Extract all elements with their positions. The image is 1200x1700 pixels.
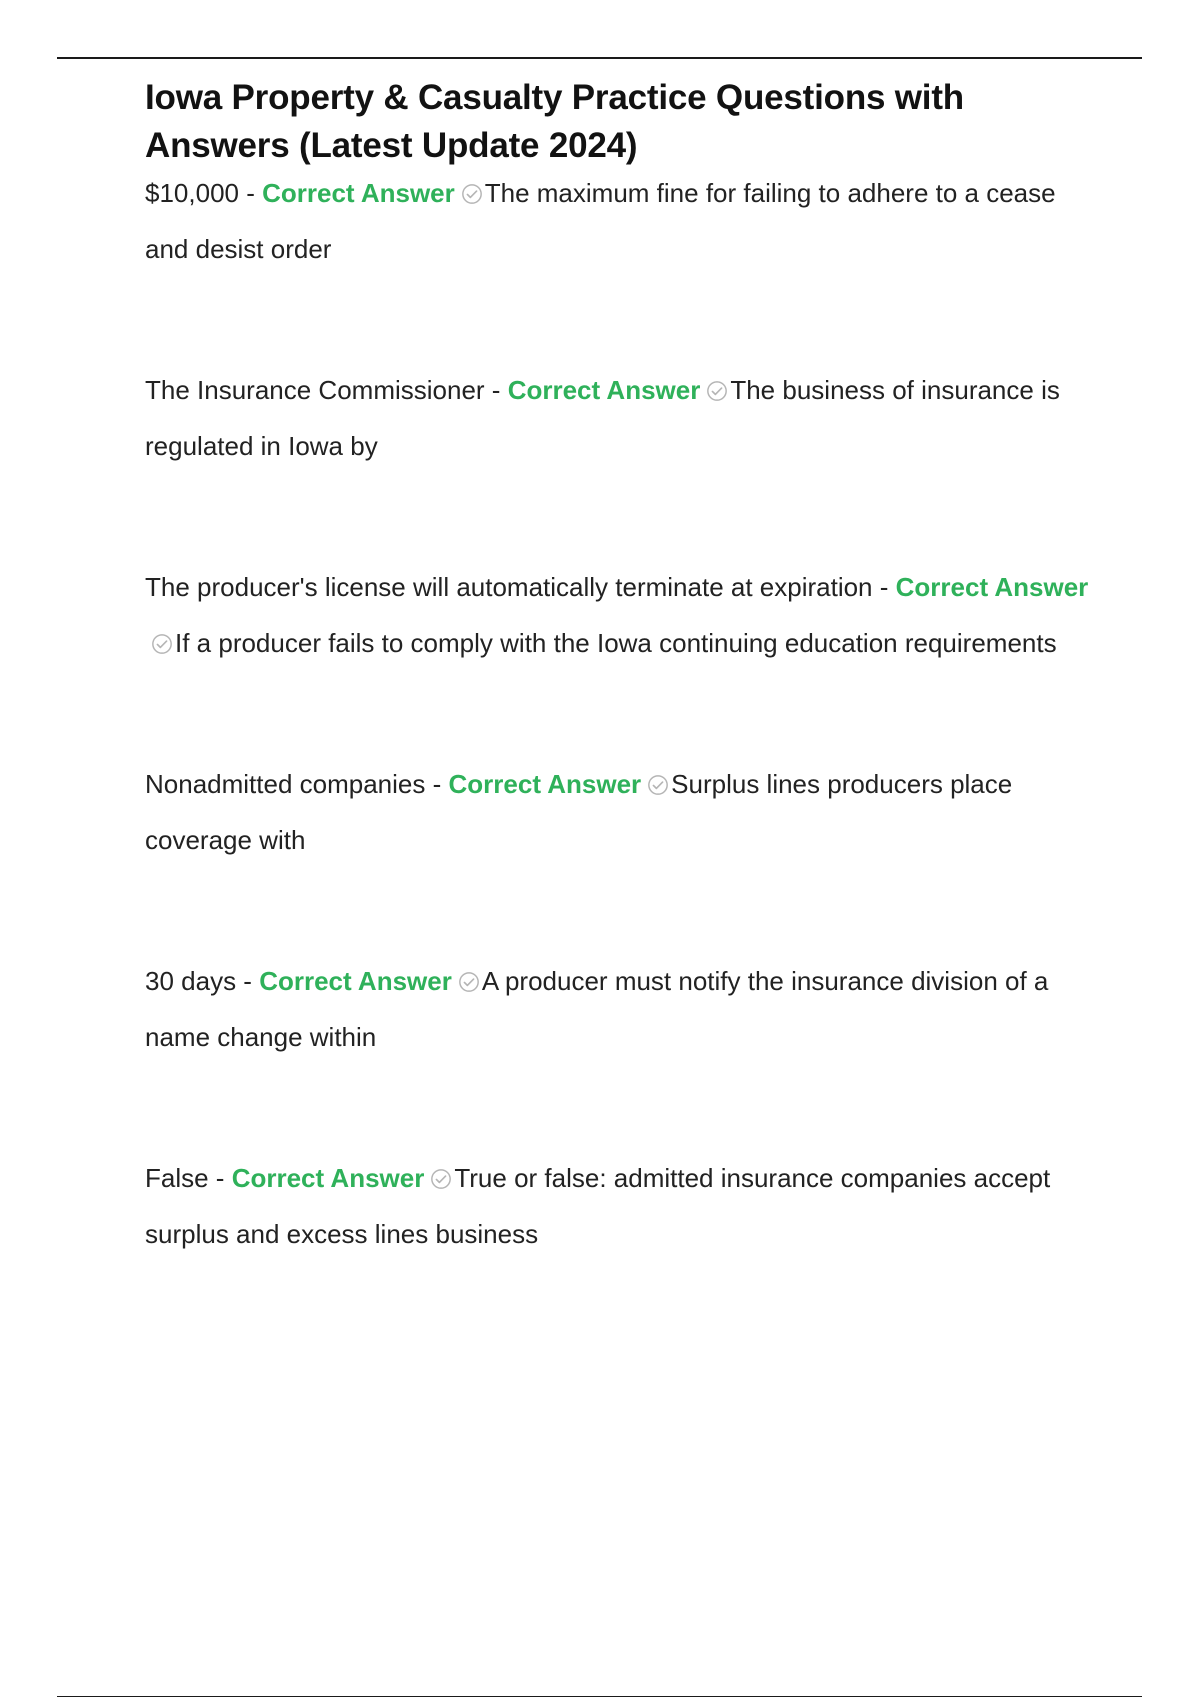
answer-text: The Insurance Commissioner xyxy=(145,375,485,405)
qa-item xyxy=(145,165,1095,277)
correct-answer-label: Correct Answer xyxy=(895,572,1089,602)
answer-text: 30 days xyxy=(145,966,237,996)
check-circle-icon xyxy=(706,380,728,402)
qa-item xyxy=(145,756,1095,868)
answer-text: $10,000 xyxy=(145,178,239,208)
bottom-divider xyxy=(57,1696,1142,1697)
answer-text: The producer's license will automatically terminate at expiration xyxy=(145,572,873,602)
question-text: True or false: admitted insurance companies accept surplus and excess lines business xyxy=(145,1163,1051,1249)
answer-text: Nonadmitted companies xyxy=(145,769,426,799)
correct-answer-label: Correct Answer xyxy=(231,1163,425,1193)
check-circle-icon xyxy=(461,183,483,205)
check-circle-icon xyxy=(430,1168,452,1190)
qa-item xyxy=(145,559,1095,671)
question-text: The business of insurance is regulated in Iowa by xyxy=(145,375,1060,461)
correct-answer-label: Correct Answer xyxy=(507,375,701,405)
separator: - xyxy=(484,375,508,405)
correct-answer-label: Correct Answer xyxy=(259,966,452,996)
question-text: The maximum fine for failing to adhere to a cease and desist order xyxy=(145,178,1056,264)
top-divider xyxy=(57,57,1142,59)
document-content xyxy=(145,74,1095,1262)
separator: - xyxy=(208,1163,232,1193)
check-circle-icon xyxy=(151,633,173,655)
separator: - xyxy=(425,769,449,799)
question-text: Surplus lines producers place coverage with xyxy=(145,769,1013,855)
separator: - xyxy=(236,966,260,996)
qa-item xyxy=(145,362,1095,474)
check-circle-icon xyxy=(647,774,669,796)
question-text: A producer must notify the insurance division of a name change within xyxy=(145,966,1049,1052)
correct-answer-label: Correct Answer xyxy=(448,769,642,799)
separator: - xyxy=(238,178,263,208)
answer-text: False xyxy=(145,1163,209,1193)
document-title: Iowa Property & Casualty Practice Questions with Answers (Latest Update 2024) xyxy=(145,78,964,165)
qa-item xyxy=(145,1150,1095,1262)
separator: - xyxy=(872,572,896,602)
check-circle-icon xyxy=(458,971,480,993)
qa-item xyxy=(145,953,1095,1065)
question-text: If a producer fails to comply with the Iowa continuing education requirements xyxy=(175,628,1057,658)
correct-answer-label: Correct Answer xyxy=(262,178,455,208)
